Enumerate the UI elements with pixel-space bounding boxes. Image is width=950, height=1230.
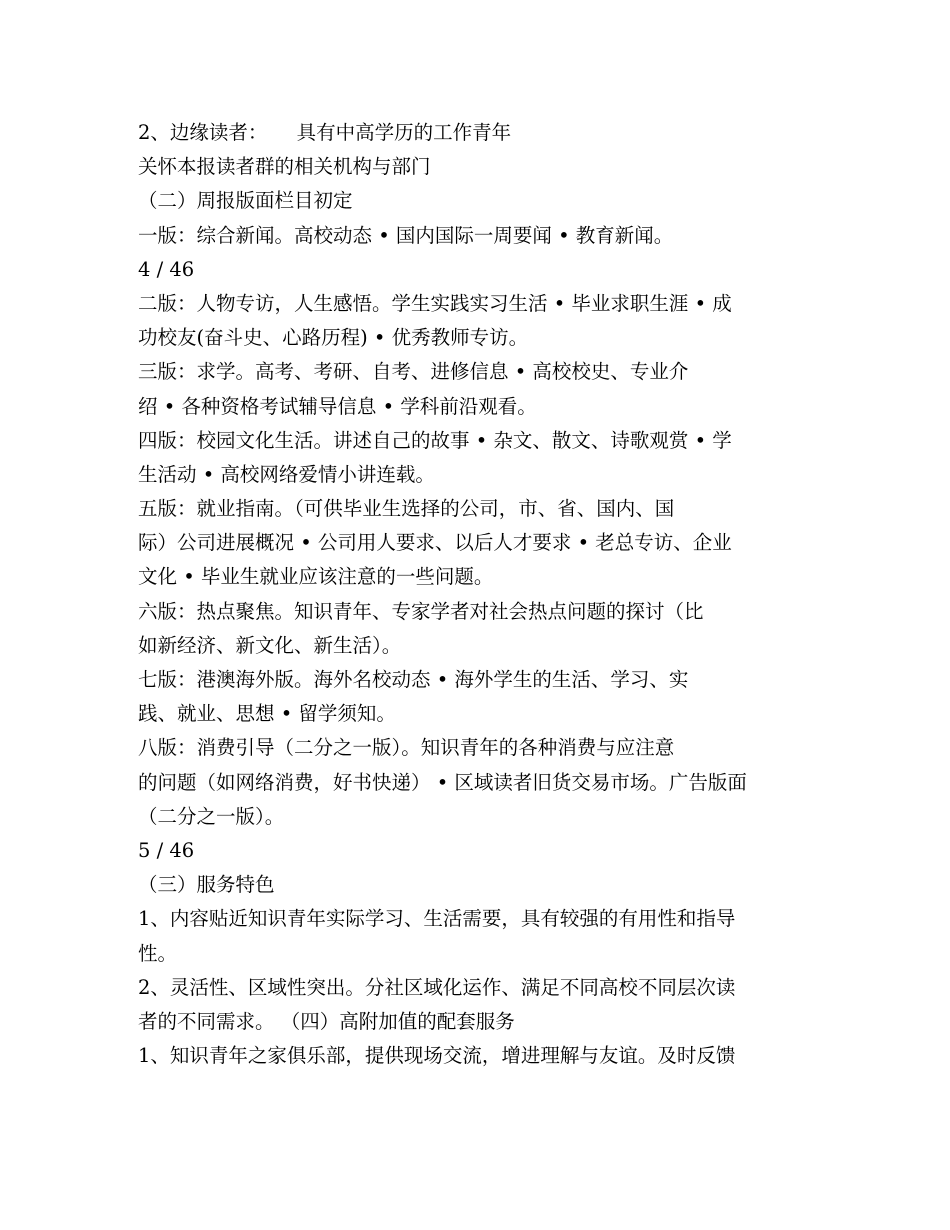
text-line: 的问题（如网络消费，好书快递） • 区域读者旧货交易市场。广告版面 (138, 770, 747, 794)
text-line: 三版：求学。高考、考研、自考、进修信息 • 高校校史、专业介 (138, 360, 689, 384)
text-line: 绍 • 各种资格考试辅导信息 • 学科前沿观看。 (138, 394, 537, 418)
text-line: 六版：热点聚焦。知识青年、专家学者对社会热点问题的探讨（比 (138, 599, 704, 623)
text-line: 关怀本报读者群的相关机构与部门 (138, 155, 431, 179)
text-line: 五版：就业指南。（可供毕业生选择的公司，市、省、国内、国 (138, 497, 675, 521)
text-line: 2、边缘读者： 具有中高学历的工作青年 (138, 121, 512, 144)
text-line: 性。 (138, 941, 178, 965)
text-line: 如新经济、新文化、新生活）。 (138, 633, 402, 657)
text-line: 2、灵活性、区域性突出。分社区域化运作、满足不同高校不同层次读 (138, 975, 736, 999)
text-line: （二分之一版）。 (138, 804, 285, 828)
text-line: 七版：港澳海外版。海外名校动态 • 海外学生的生活、学习、实 (138, 668, 689, 691)
text-line: 1、内容贴近知识青年实际学习、生活需要，具有较强的有用性和指导 (138, 907, 736, 931)
text-line: 四版：校园文化生活。讲述自己的故事 • 杂文、散文、诗歌观赏 • 学 (138, 428, 732, 452)
document-body (138, 116, 818, 1073)
section-heading: （三）服务特色 (138, 873, 275, 897)
text-line: 际）公司进展概况 • 公司用人要求、以后人才要求 • 老总专访、企业 (138, 531, 732, 555)
text-line: 践、就业、思想 • 留学须知。 (138, 702, 396, 726)
section-heading: （二）周报版面栏目初定 (138, 189, 353, 213)
text-line: 文化 • 毕业生就业应该注意的一些问题。 (138, 565, 494, 589)
text-line: 八版：消费引导（二分之一版）。知识青年的各种消费与应注意 (138, 736, 675, 760)
page-number: 4 / 46 (138, 257, 195, 281)
text-line: 功校友(奋斗史、心路历程) • 优秀教师专访。 (138, 326, 529, 350)
text-line: 生活动 • 高校网络爱情小讲连载。 (138, 462, 435, 486)
text-line: 一版：综合新闻。高校动态 • 国内国际一周要闻 • 教育新闻。 (138, 223, 674, 247)
text-line: 1、知识青年之家俱乐部，提供现场交流，增进理解与友谊。及时反馈 (138, 1044, 736, 1068)
text-line: 二版：人物专访，人生感悟。学生实践实习生活 • 毕业求职生涯 • 成 (138, 291, 732, 315)
page-number: 5 / 46 (138, 838, 195, 862)
text-line: 者的不同需求。 （四）高附加值的配套服务 (138, 1009, 515, 1033)
